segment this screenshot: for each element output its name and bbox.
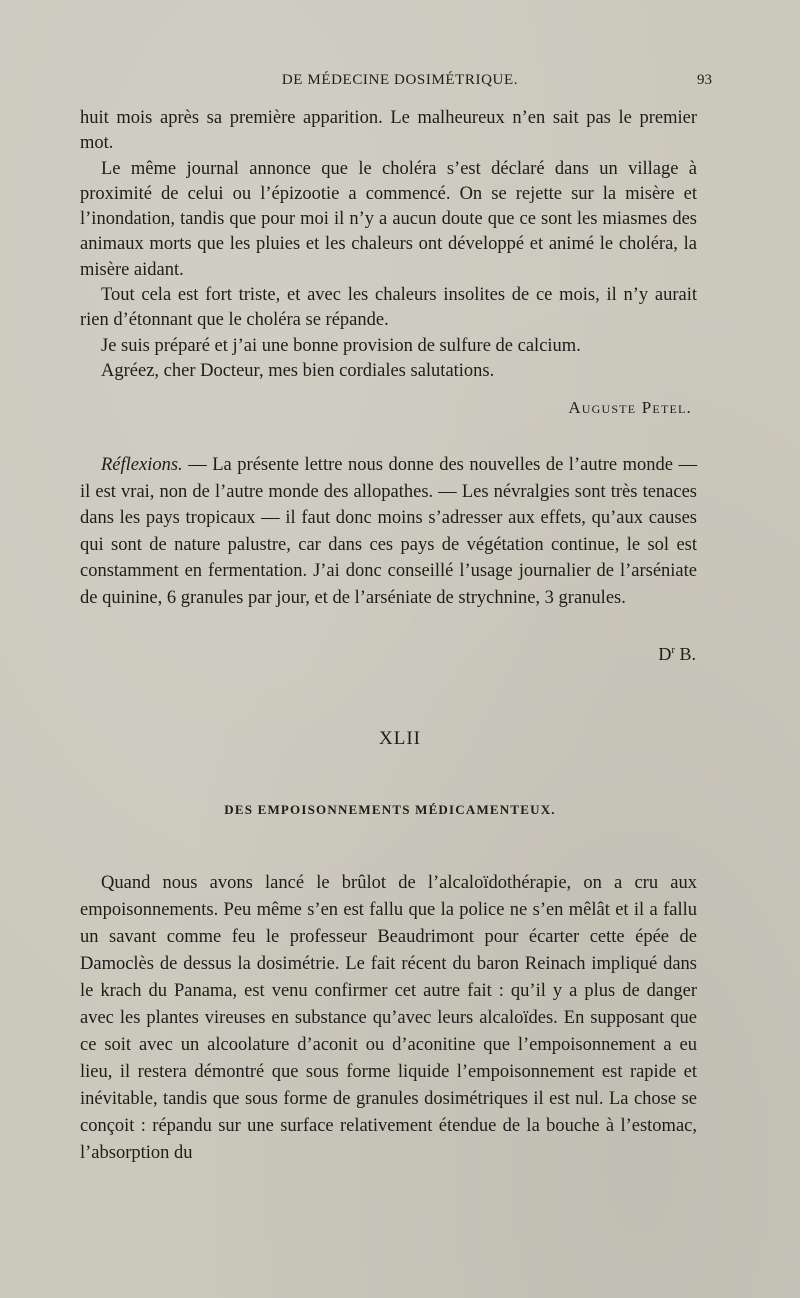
letter-signature: Auguste Petel. bbox=[568, 398, 692, 417]
letter-text bbox=[80, 106, 697, 384]
reflexions-text bbox=[80, 452, 697, 611]
running-head bbox=[80, 72, 720, 96]
paragraph: huit mois après sa première apparition. Le malheureux n’en sait pas le premier mot. bbox=[80, 108, 697, 154]
paragraph: Je suis préparé et j’ai une bonne provision de sulfure de calcium. bbox=[101, 335, 581, 356]
reflexions-paragraph bbox=[80, 452, 697, 611]
initials-prefix: D bbox=[658, 644, 672, 664]
paragraph: Agréez, cher Docteur, mes bien cordiales salutations. bbox=[101, 360, 495, 381]
reflexions-label: Réflexions. bbox=[101, 455, 183, 475]
chapter-number: XLII bbox=[379, 728, 421, 749]
author-initials bbox=[658, 644, 696, 665]
paragraph: Quand nous avons lancé le brûlot de l’alcaloïdothérapie, on a cru aux empoisonnements. Peu même s’en est fallu que la police ne s’en mêlât et il a fallu un savant comme feu le professeur Beaudrimont pour écarter cette épée de Damoclès de dessus la dosimétrie. Le fait récent du baron Reinach impliqué dans le krach du Panama, est venu confirmer cet autre fait : qu’il y a plus de danger avec les plantes vireuses en substance qu’avec leurs alcaloïdes. En supposant que ce soit avec un alcoolature d’aconit ou d’aconitine que l’empoisonnement a eu lieu, il restera démontré que sous forme liquide l’empoisonnement est rapide et inévitable, tandis que sous forme de granules dosimétriques il est nul. La chose se conçoit : répandu sur une surface relativement étendue de la bouche à l’estomac, l’absorption du bbox=[80, 873, 697, 1163]
page-number: 93 bbox=[697, 72, 712, 88]
chapter-title: DES EMPOISONNEMENTS MÉDICAMENTEUX. bbox=[224, 802, 556, 817]
chapter-text bbox=[80, 870, 697, 1167]
initials-superscript: r bbox=[671, 644, 675, 656]
initials-name: B. bbox=[674, 644, 696, 664]
reflexions-body: — La présente lettre nous donne des nouvelles de l’autre monde — il est vrai, non de l’autre monde des allopathes. — Les névralgies sont très tenaces dans les pays tropicaux — il faut donc moins s’adresser aux effets, qu’aux causes qui sont de nature palustre, car dans ces pays de végétation continue, le sol est constamment en fermentation. J’ai donc conseillé l’usage journalier de l’arséniate de quinine, 6 granules par jour, et de l’arséniate de strychnine, 3 granules. bbox=[80, 455, 697, 608]
paragraph: Tout cela est fort triste, et avec les chaleurs insolites de ce mois, il n’y aurait rien d’étonnant que le choléra se répande. bbox=[80, 285, 697, 331]
running-title: DE MÉDECINE DOSIMÉTRIQUE. bbox=[281, 72, 519, 88]
paragraph: Le même journal annonce que le choléra s’est déclaré dans un village à proximité de celui ou l’épizootie a commencé. On se rejette sur la misère et l’inondation, tandis que pour moi il n’y a aucun doute que ce sont les miasmes des animaux morts que les pluies et les chaleurs ont développé et animé le choléra, la misère aidant. bbox=[80, 158, 697, 280]
